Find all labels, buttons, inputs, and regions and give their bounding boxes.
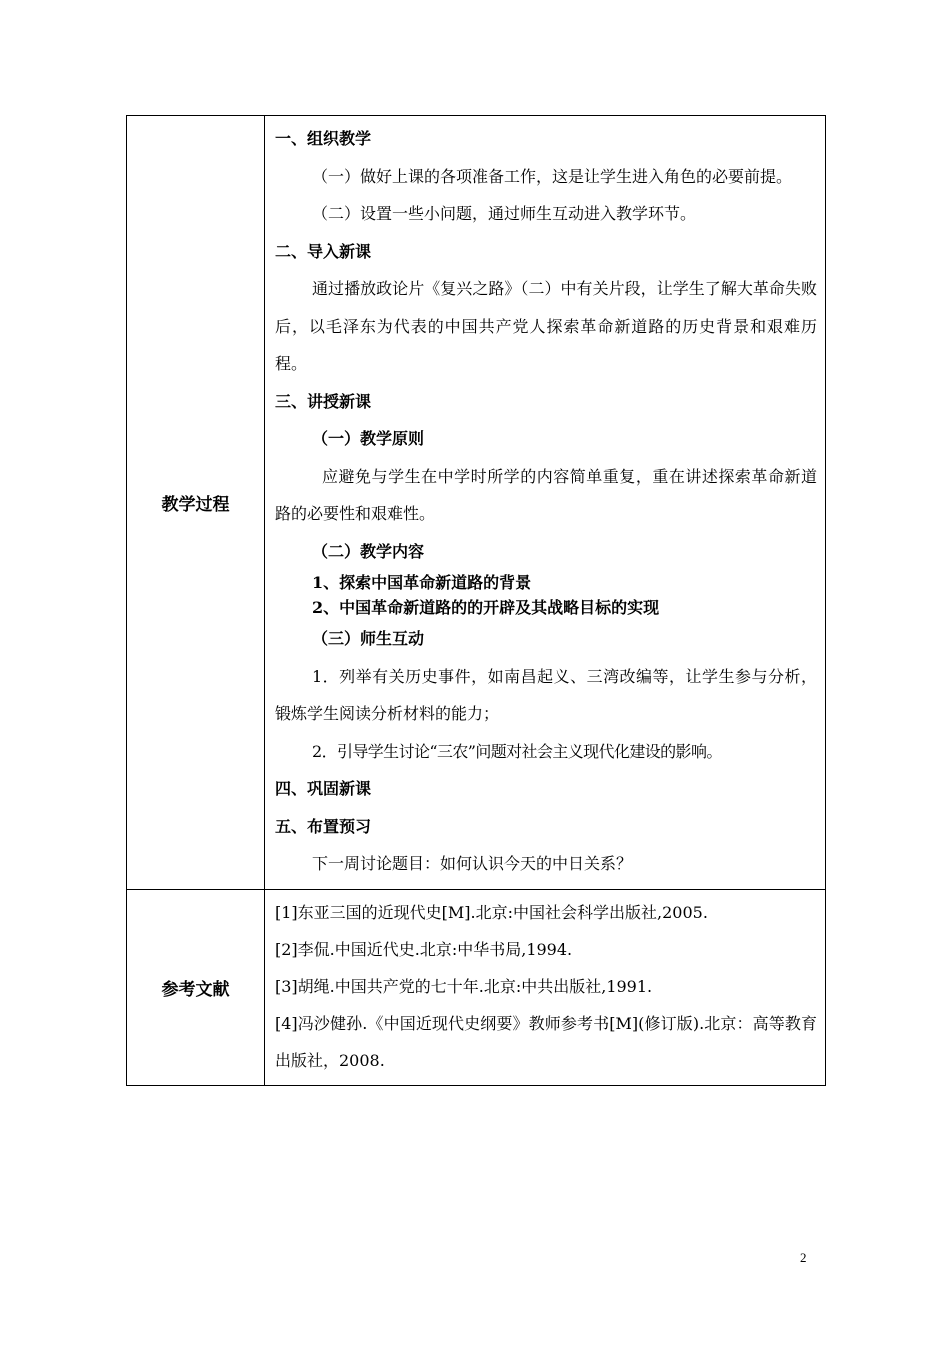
section-title: 五、布置预习 xyxy=(275,816,372,836)
content-item: 1、探索中国革命新道路的背景 xyxy=(312,573,532,592)
paragraph: 2．引导学生讨论“三农”问题对社会主义现代化建设的影响。 xyxy=(312,741,722,761)
subsection-title: （一）教学原则 xyxy=(312,429,425,448)
subsection-title: （二）教学内容 xyxy=(312,541,425,561)
paragraph: 应避免与学生在中学时所学的内容简单重复，重在讲述探索革命新道路的必要性和艰难性。 xyxy=(275,466,817,523)
process-row xyxy=(127,116,826,890)
references-content xyxy=(265,889,826,1085)
reference-item: [3]胡绳.中国共产党的七十年.北京:中共出版社,1991. xyxy=(275,976,653,996)
paragraph: （二）设置一些小问题，通过师生互动进入教学环节。 xyxy=(312,204,697,223)
paragraph: 1．列举有关历史事件，如南昌起义、三湾改编等，让学生参与分析，锻炼学生阅读分析材料的能力； xyxy=(275,666,817,723)
process-label: 教学过程 xyxy=(127,116,265,890)
section-title: 二、导入新课 xyxy=(275,241,372,261)
section-title: 一、组织教学 xyxy=(275,129,372,148)
reference-item: [4]冯沙健孙.《中国近现代史纲要》教师参考书[M](修订版).北京：高等教育出版社，2008. xyxy=(275,1013,817,1070)
paragraph: 通过播放政论片《复兴之路》（二）中有关片段，让学生了解大革命失败后，以毛泽东为代表的中国共产党人探索革命新道路的历史背景和艰难历程。 xyxy=(275,279,817,373)
reference-item: [2]李侃.中国近代史.北京:中华书局,1994. xyxy=(275,939,573,959)
subsection-title: （三）师生互动 xyxy=(312,629,425,648)
page-number: 2 xyxy=(800,1250,807,1265)
lesson-plan-table xyxy=(126,115,826,1086)
paragraph: （一）做好上课的各项准备工作，这是让学生进入角色的必要前提。 xyxy=(312,166,793,186)
references-label: 参考文献 xyxy=(127,889,265,1085)
reference-item: [1]东亚三国的近现代史[M].北京:中国社会科学出版社,2005. xyxy=(275,902,708,922)
section-title: 四、巩固新课 xyxy=(275,779,372,798)
paragraph: 下一周讨论题目：如何认识今天的中日关系？ xyxy=(312,854,633,873)
section-title: 三、讲授新课 xyxy=(275,391,372,411)
references-row xyxy=(127,889,826,1085)
process-content xyxy=(265,116,826,890)
content-item: 2、中国革命新道路的的开辟及其战略目标的实现 xyxy=(312,598,660,617)
